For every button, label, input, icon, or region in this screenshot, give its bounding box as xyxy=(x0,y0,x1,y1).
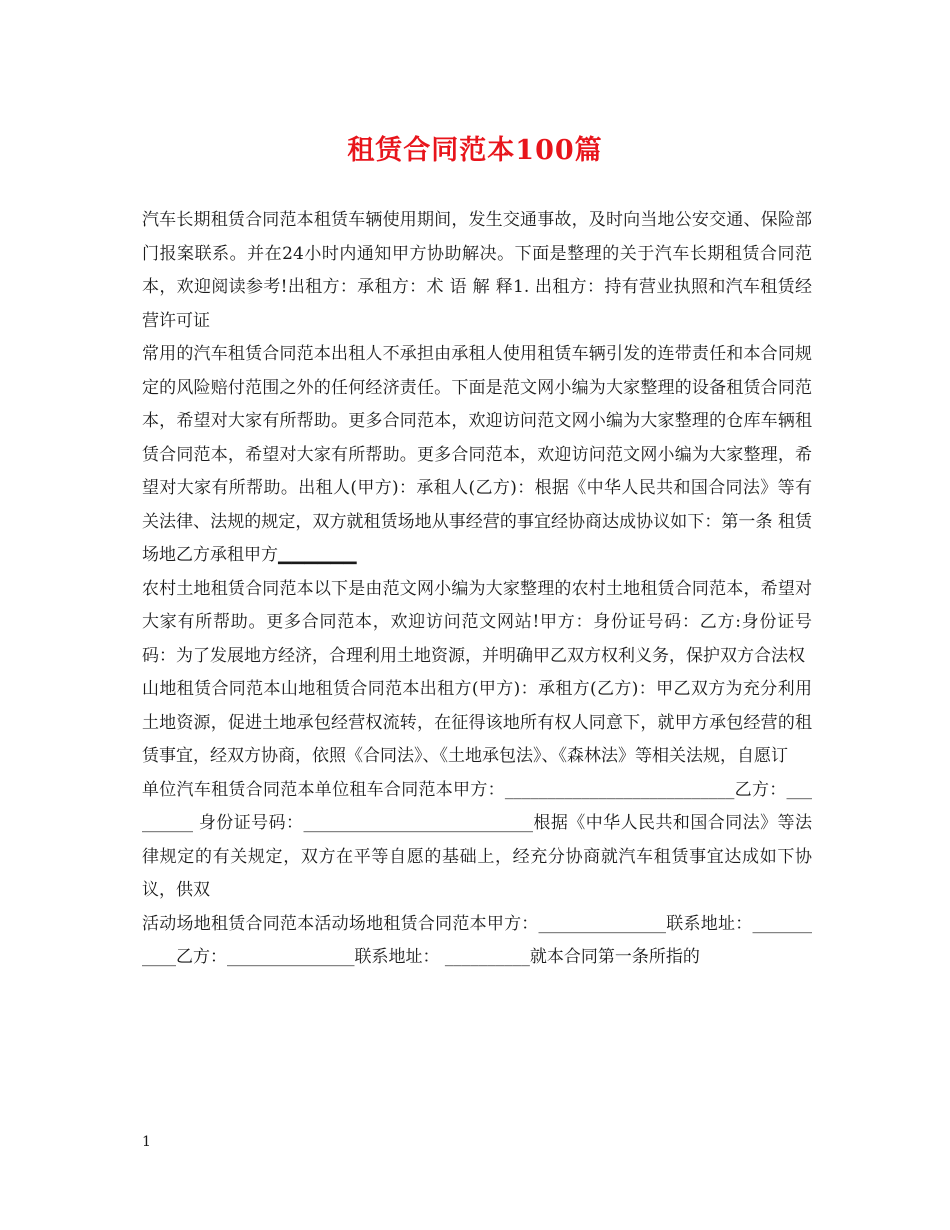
document-body xyxy=(142,204,812,975)
page-number: 1 xyxy=(142,1134,151,1150)
document-title: 租赁合同范本100篇 xyxy=(347,135,603,166)
paragraph-mountain-land-lease: 山地租赁合同范本山地租赁合同范本出租方(甲方)：承租方(乙方)：甲乙双方为充分利用土地资源，促进土地承包经营权流转，在征得该地所有权人同意下，就甲方承包经营的租赁事宜，经双方协商，依照《合同法》、《土地承包法》、《森林法》等相关法规，自愿订 xyxy=(142,679,812,766)
paragraph-car-long-term-lease: 汽车长期租赁合同范本租赁车辆使用期间，发生交通事故，及时向当地公安交通、保险部门报案联系。并在24小时内通知甲方协助解决。下面是整理的关于汽车长期租赁合同范本，欢迎阅读参考!出租方：承租方：术 语 解 释1. 出租方：持有营业执照和汽车租赁经营许可证 xyxy=(142,210,812,331)
paragraph-common-car-lease: 常用的汽车租赁合同范本出租人不承担由承租人使用租赁车辆引发的连带责任和本合同规定的风险赔付范围之外的任何经济责任。下面是范文网小编为大家整理的设备租赁合同范本，希望对大家有所帮助。更多合同范本，欢迎访问范文网小编为大家整理的仓库车辆租赁合同范本，希望对大家有所帮助。更多合同范本，欢迎访问范文网小编为大家整理，希望对大家有所帮助。出租人(甲方)：承租人(乙方)：根据《中华人民共和国合同法》等有关法律、法规的规定，双方就租赁场地从事经营的事宜经协商达成协议如下：第一条 租赁场地乙方承租甲方▁▁▁▁▁▁ xyxy=(142,344,812,565)
paragraph-venue-lease: 活动场地租赁合同范本活动场地租赁合同范本甲方：_______________联系地址：___________乙方：_______________联系地址： __________就本合同第一条所指的 xyxy=(142,913,812,967)
paragraph-company-car-lease: 单位汽车租赁合同范本单位租车合同范本甲方：___________________________乙方：_________ 身份证号码：___________________________根据《中华人民共和国合同法》等法律规定的有关规定，双方在平等自愿的基础上，经充分协商就汽车租赁事宜达成如下协议，供双 xyxy=(142,779,812,900)
paragraph-rural-land-lease: 农村土地租赁合同范本以下是由范文网小编为大家整理的农村土地租赁合同范本，希望对大家有所帮助。更多合同范本，欢迎访问范文网站!甲方：身份证号码：乙方:身份证号码：为了发展地方经济，合理利用土地资源，并明确甲乙双方权利义务，保护双方合法权 xyxy=(142,578,812,666)
